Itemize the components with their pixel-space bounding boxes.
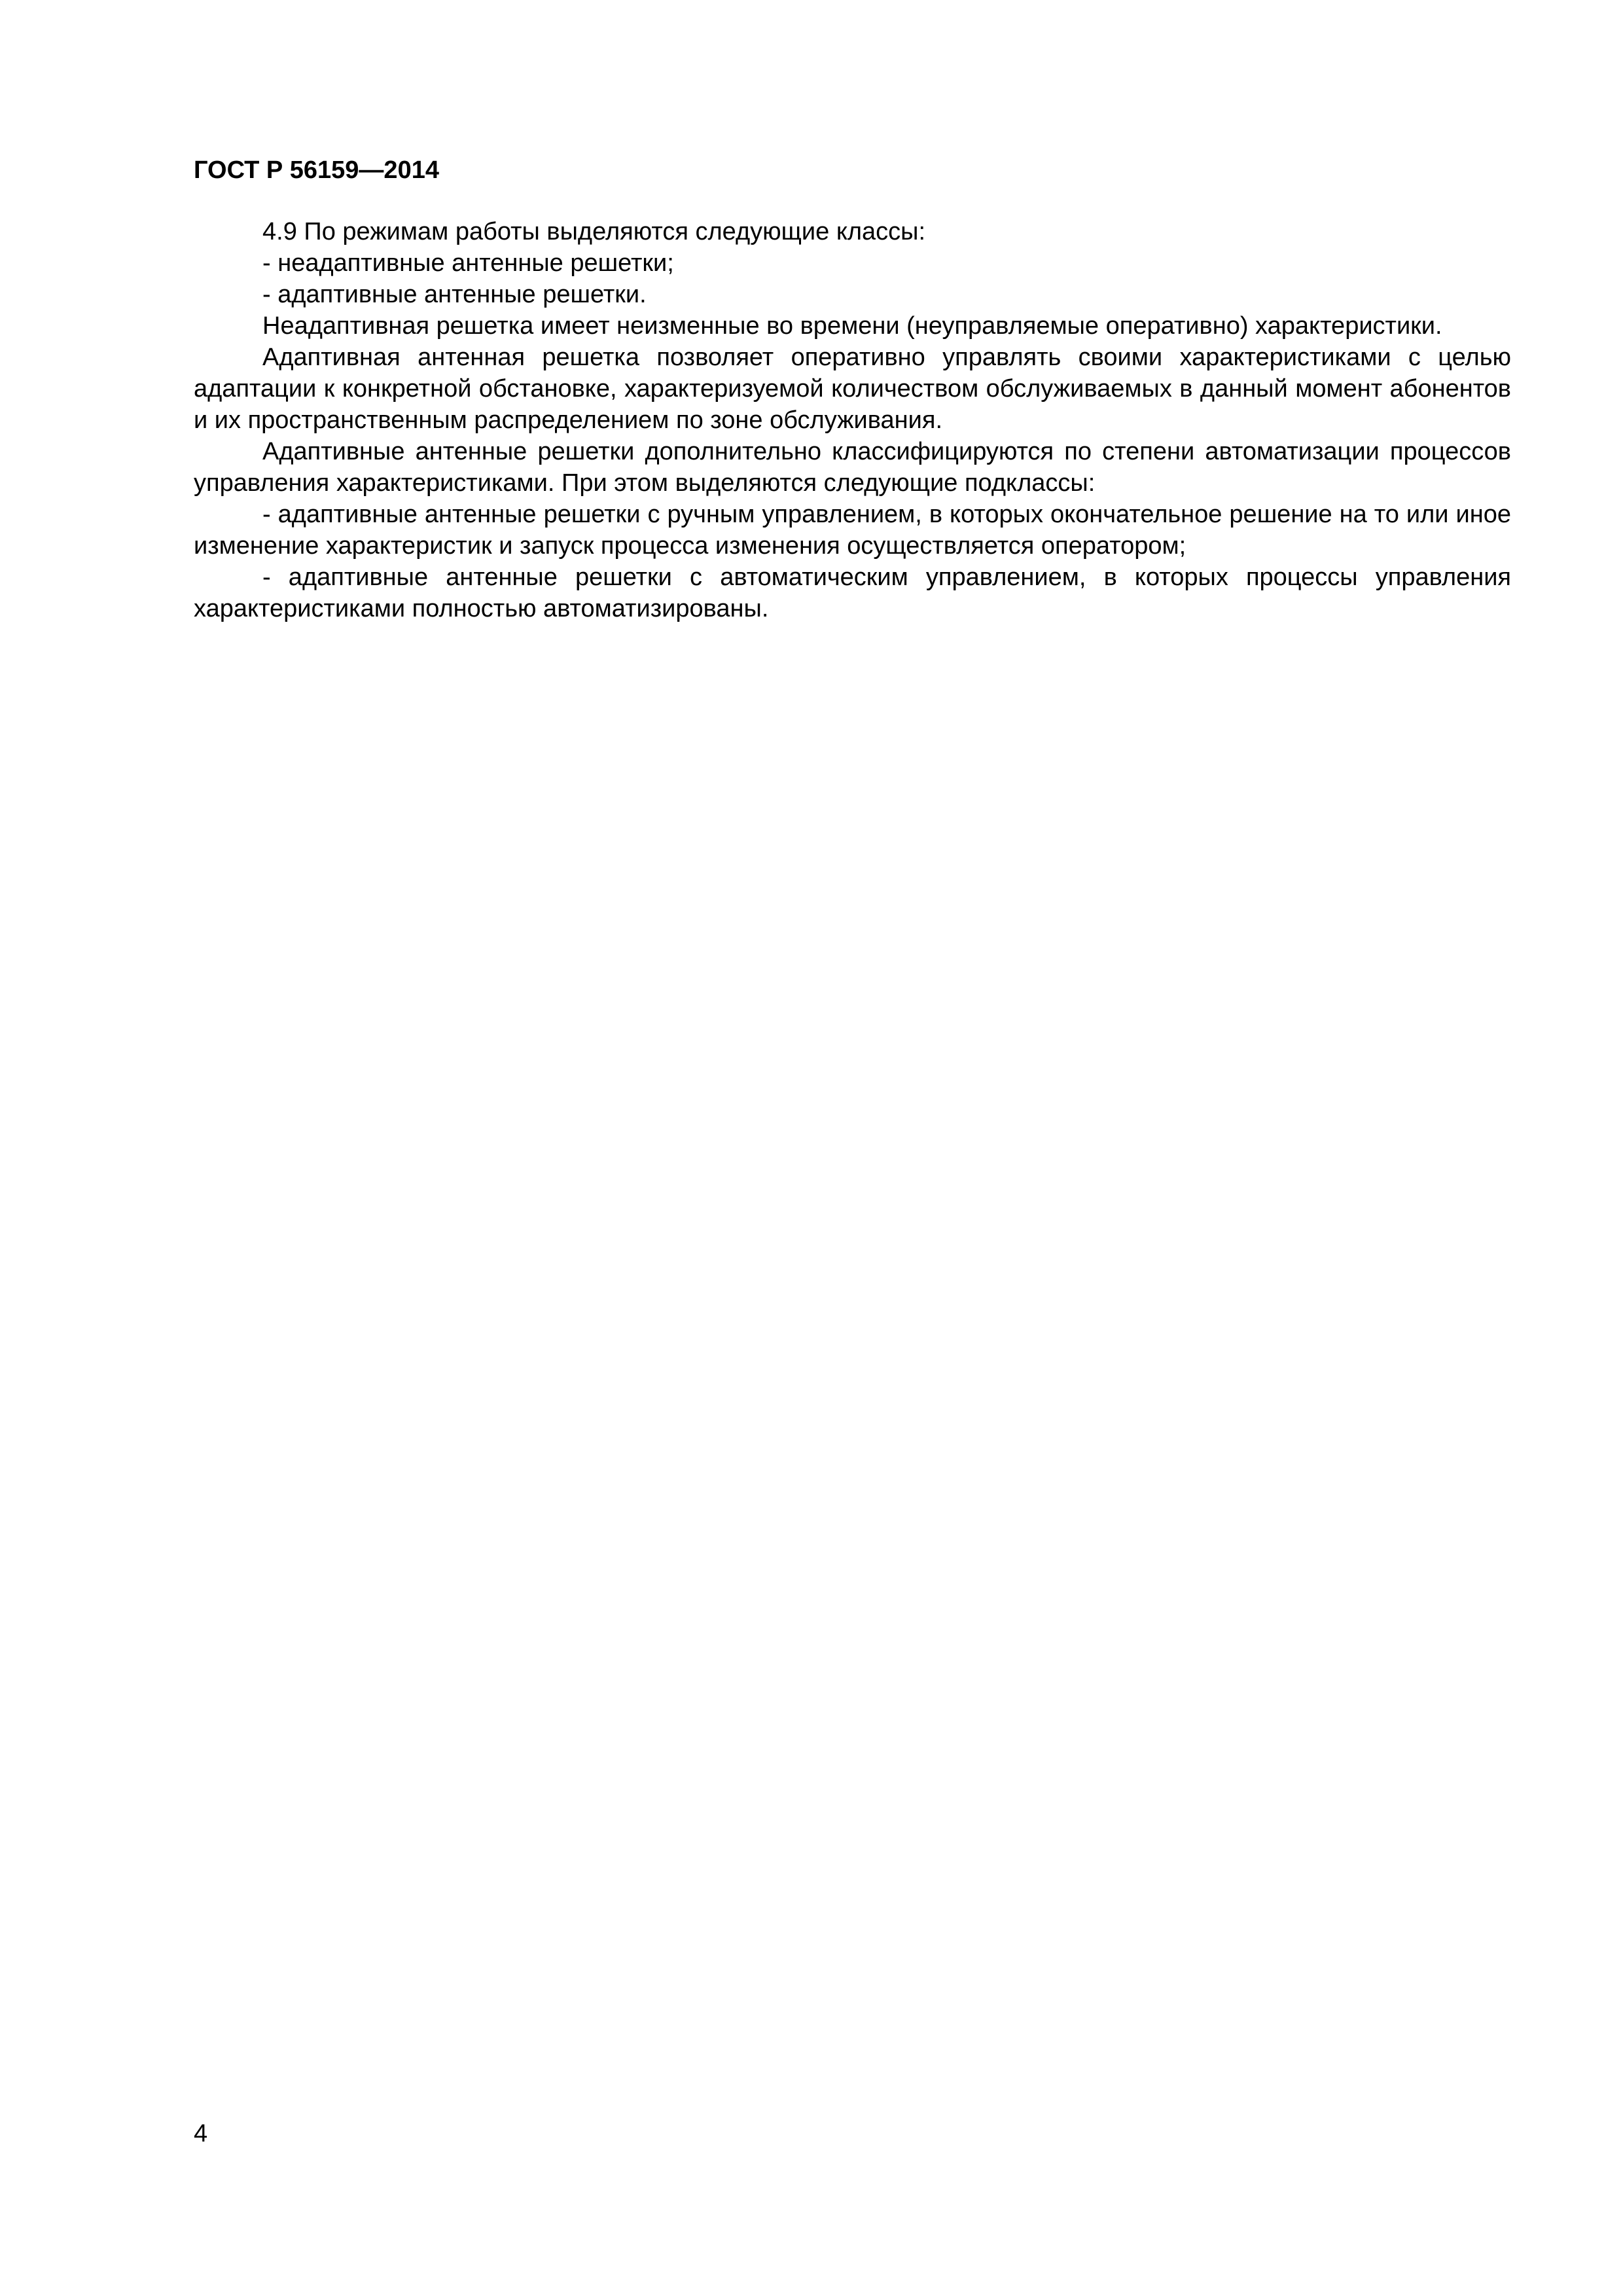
paragraph-adaptive-subclasses: Адаптивные антенные решетки дополнительно классифицируются по степени автоматизации процессов управления характеристиками. При этом выделяются следующие подклассы: (194, 438, 1511, 497)
paragraph-adaptive-definition: Адаптивная антенная решетка позволяет оперативно управлять своими характеристиками с целью адаптации к конкретной обстановке, характеризуемой количеством обслуживаемых в данный момент абонентов и их пространственным распределением по зоне обслуживания. (194, 344, 1511, 434)
list-item-non-adaptive: - неадаптивные антенные решетки; (262, 249, 674, 277)
list-item-adaptive: - адаптивные антенные решетки. (262, 281, 647, 308)
paragraph-non-adaptive-definition: Неадаптивная решетка имеет неизменные во времени (неуправляемые оперативно) характеристики. (262, 312, 1442, 340)
list-item-automatic-control: - адаптивные антенные решетки с автоматическим управлением, в которых процессы управления характеристиками полностью автоматизированы. (194, 564, 1511, 622)
paragraph-4-9-intro: 4.9 По режимам работы выделяются следующие классы: (262, 218, 926, 245)
document-body (194, 216, 1511, 624)
document-header: ГОСТ Р 56159—2014 (194, 156, 439, 184)
page-number: 4 (194, 2120, 208, 2147)
list-item-manual-control: - адаптивные антенные решетки с ручным управлением, в которых окончательное решение на то или иное изменение характеристик и запуск процесса изменения осуществляется оператором; (194, 501, 1511, 560)
